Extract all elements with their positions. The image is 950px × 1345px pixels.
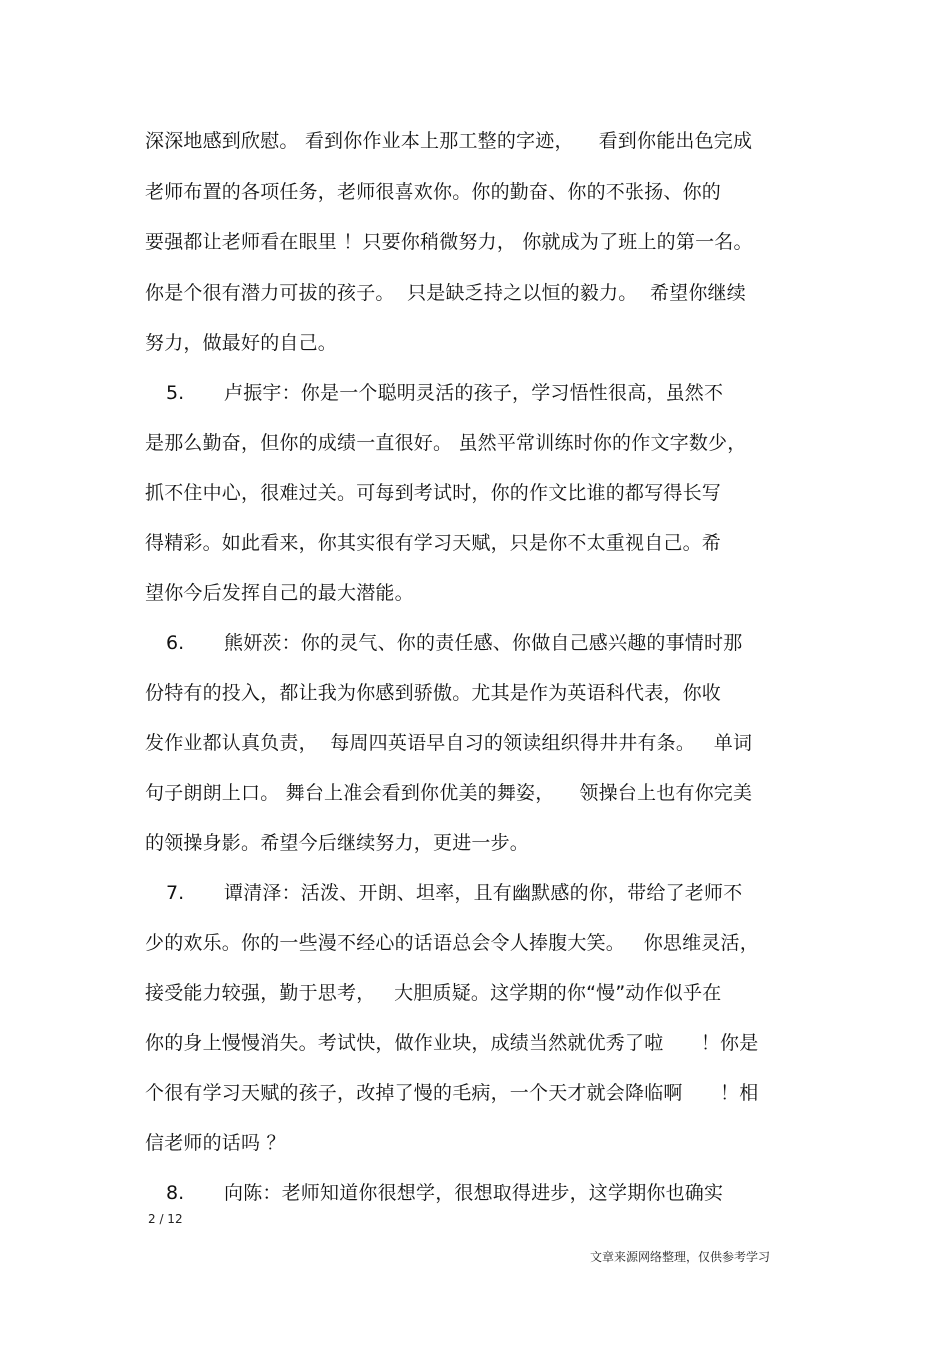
text-line: 接受能力较强，勤于思考， 大胆质疑。这学期的你“慢”动作似乎在 — [145, 982, 722, 1004]
text-line: 份特有的投入，都让我为你感到骄傲。尤其是作为英语科代表，你收 — [145, 682, 722, 704]
text-line: 望你今后发挥自己的最大潜能。 — [145, 582, 414, 604]
item-first-line: 向陈：老师知道你很想学，很想取得进步，这学期你也确实 — [224, 1182, 724, 1204]
item-number: 5. — [166, 382, 185, 404]
text-line: 深深地感到欣慰。 看到你作业本上那工整的字迹， 看到你能出色完成 — [145, 130, 753, 152]
item-number: 6. — [166, 632, 185, 654]
text-line: 努力，做最好的自己。 — [145, 332, 338, 354]
page-number: 2 / 12 — [148, 1212, 183, 1226]
footer-note: 文章来源网络整理，仅供参考学习 — [590, 1250, 771, 1264]
text-line: 句子朗朗上口。 舞台上准会看到你优美的舞姿， 领操台上也有你完美 — [145, 782, 753, 804]
item-number: 7. — [166, 882, 185, 904]
item-first-line: 谭清泽：活泼、开朗、坦率，且有幽默感的你，带给了老师不 — [224, 882, 743, 904]
text-line: 的领操身影。希望今后继续努力，更进一步。 — [145, 832, 530, 854]
text-line: 你是个很有潜力可拔的孩子。 只是缺乏持之以恒的毅力。 希望你继续 — [145, 282, 746, 304]
text-line: 老师布置的各项任务，老师很喜欢你。你的勤奋、你的不张扬、你的 — [145, 181, 722, 203]
text-line: 抓不住中心，很难过关。可每到考试时，你的作文比谁的都写得长写 — [145, 482, 722, 504]
text-line: 发作业都认真负责， 每周四英语早自习的领读组织得井井有条。 单词 — [145, 732, 753, 754]
item-first-line: 熊妍茨：你的灵气、你的责任感、你做自己感兴趣的事情时那 — [224, 632, 743, 654]
text-line: 是那么勤奋，但你的成绩一直很好。 虽然平常训练时你的作文字数少， — [145, 432, 747, 454]
text-line: 少的欢乐。你的一些漫不经心的话语总会令人捧腹大笑。 你思维灵活， — [145, 932, 759, 954]
text-line: 信老师的话吗 ？ — [145, 1132, 286, 1154]
text-line: 个很有学习天赋的孩子，改掉了慢的毛病，一个天才就会降临啊 ！相 — [145, 1082, 759, 1104]
text-line: 得精彩。如此看来，你其实很有学习天赋，只是你不太重视自己。希 — [145, 532, 722, 554]
item-number: 8. — [166, 1182, 185, 1204]
text-line: 要强都让老师看在眼里 ！只要你稍微努力， 你就成为了班上的第一名。 — [145, 231, 753, 253]
item-first-line: 卢振宇：你是一个聪明灵活的孩子，学习悟性很高，虽然不 — [224, 382, 724, 404]
text-line: 你的身上慢慢消失。考试快，做作业块，成绩当然就优秀了啦 ！你是 — [145, 1032, 759, 1054]
